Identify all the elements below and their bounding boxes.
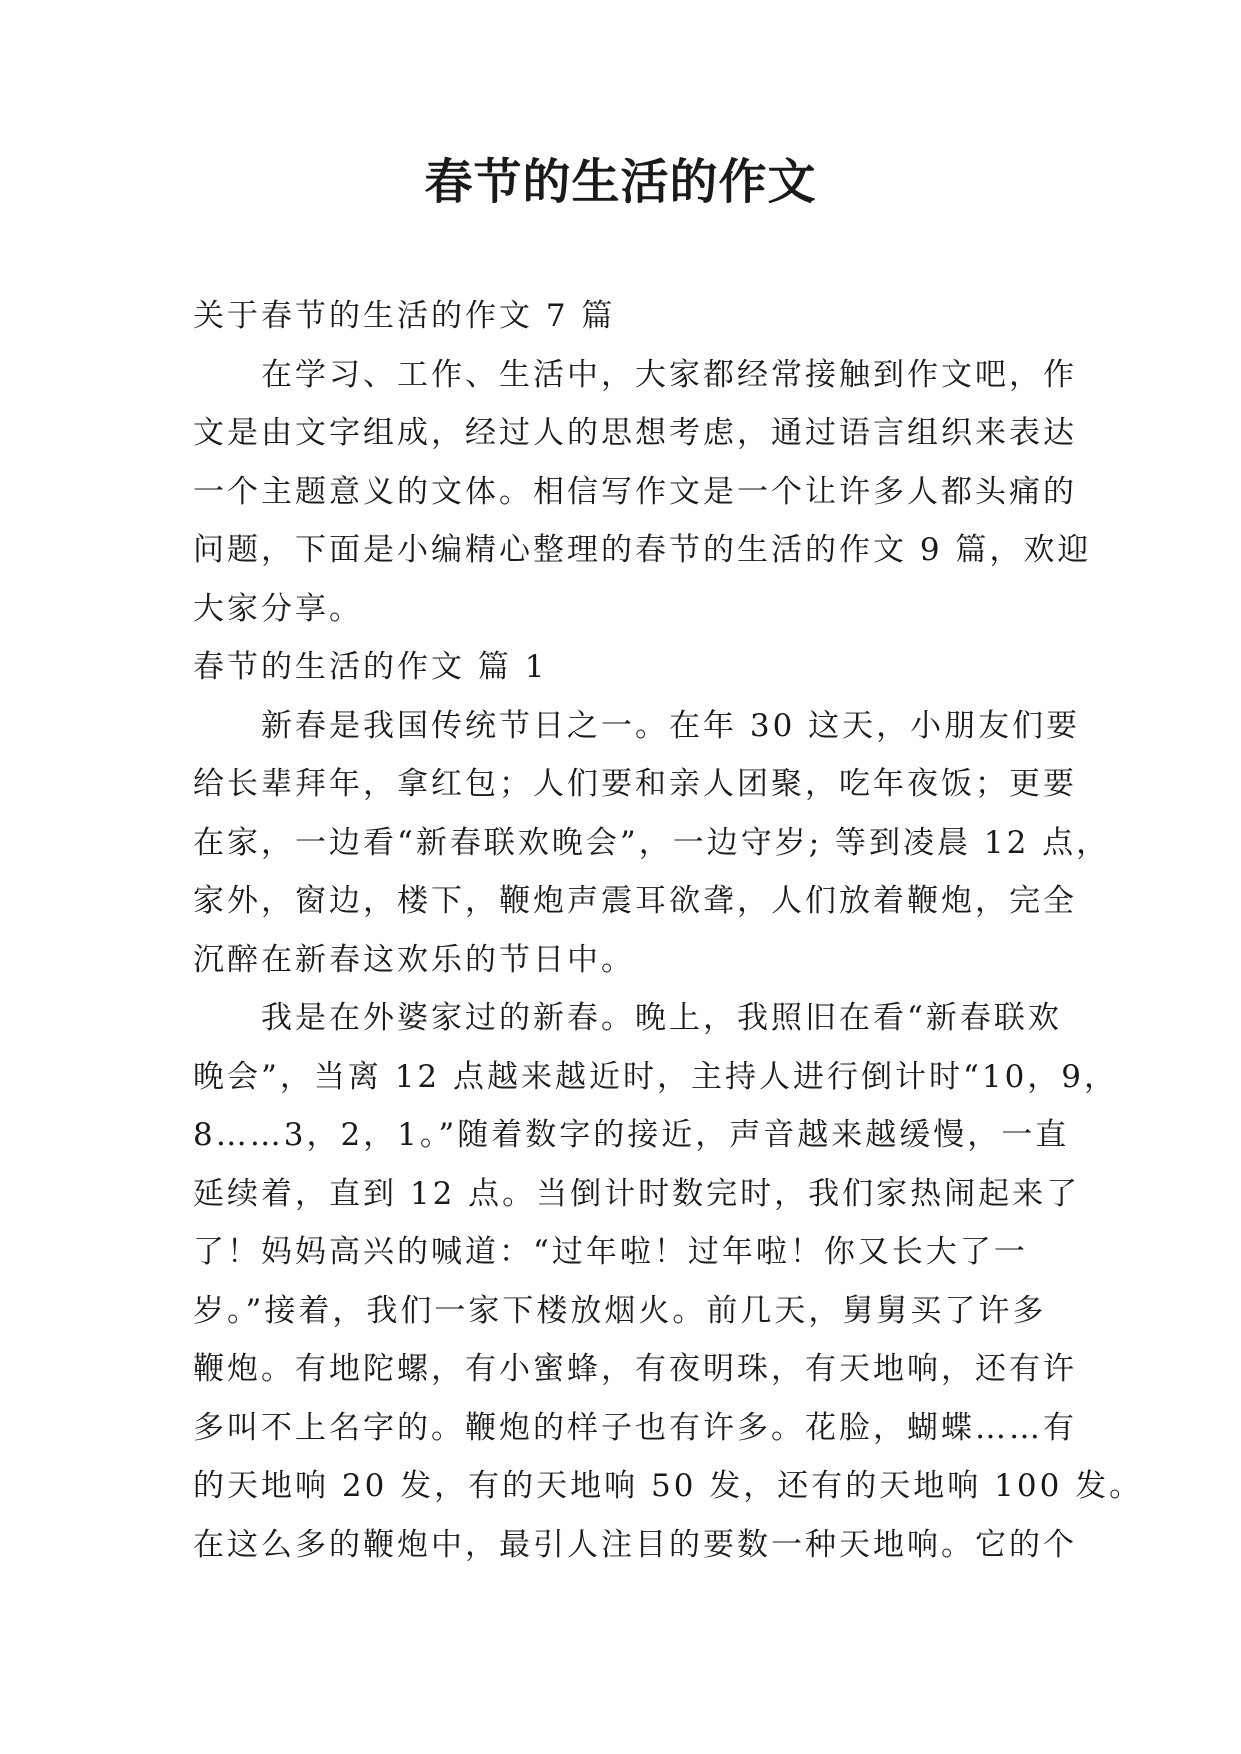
paragraph-line: 家外，窗边，楼下，鞭炮声震耳欲聋，人们放着鞭炮，完全 [193,883,1077,919]
section-heading-line: 春节的生活的作文 篇 1 [193,649,548,685]
paragraph-line: 文是由文字组成，经过人的思想考虑，通过语言组织来表达 [193,415,1077,451]
heading-line: 关于春节的生活的作文 7 篇 [193,298,616,334]
paragraph-line: 鞭炮。有地陀螺，有小蜜蜂，有夜明珠，有天地响，还有许 [193,1351,1077,1387]
document-body [193,287,1144,1574]
paragraph-line: 在家，一边看“新春联欢晚会”，一边守岁; 等到凌晨 12 点， [193,824,1111,861]
paragraph-line: 8……3，2，1。”随着数字的接近，声音越来越缓慢，一直 [193,1117,1070,1153]
paragraph-line: 延续着，直到 12 点。当倒计时数完时，我们家热闹起来了 [193,1175,1081,1212]
document-title: 春节的生活的作文 [424,154,817,210]
paragraph-line: 新春是我国传统节日之一。在年 30 这天，小朋友们要 [261,707,1081,744]
paragraph-line: 给长辈拜年，拿红包；人们要和亲人团聚，吃年夜饭；更要 [193,766,1077,802]
paragraph-line: 了！妈妈高兴的喊道：“过年啦！过年啦！你又长大了一 [193,1234,1028,1270]
paragraph-line: 多叫不上名字的。鞭炮的样子也有许多。花脸，蝴蝶……有 [193,1409,1077,1446]
paragraph-line: 我是在外婆家过的新春。晚上，我照旧在看“新春联欢 [261,1000,1062,1036]
paragraph-line: 问题，下面是小编精心整理的春节的生活的作文 9 篇，欢迎 [193,532,1092,568]
paragraph-line: 晚会”，当离 12 点越来越近时，主持人进行倒计时“10，9， [193,1058,1119,1095]
paragraph-line: 在这么多的鞭炮中，最引人注目的要数一种天地响。它的个 [193,1526,1077,1563]
paragraph-line: 沉醉在新春这欢乐的节日中。 [193,941,635,978]
paragraph-line: 岁。”接着，我们一家下楼放烟火。前几天，舅舅买了许多 [193,1292,1047,1329]
paragraph-line: 大家分享。 [193,590,363,627]
paragraph-line: 一个主题意义的文体。相信写作文是一个让许多人都头痛的 [193,473,1077,510]
paragraph-line: 的天地响 20 发，有的天地响 50 发，还有的天地响 100 发。 [193,1468,1144,1504]
paragraph-line: 在学习、工作、生活中，大家都经常接触到作文吧，作 [261,356,1077,393]
